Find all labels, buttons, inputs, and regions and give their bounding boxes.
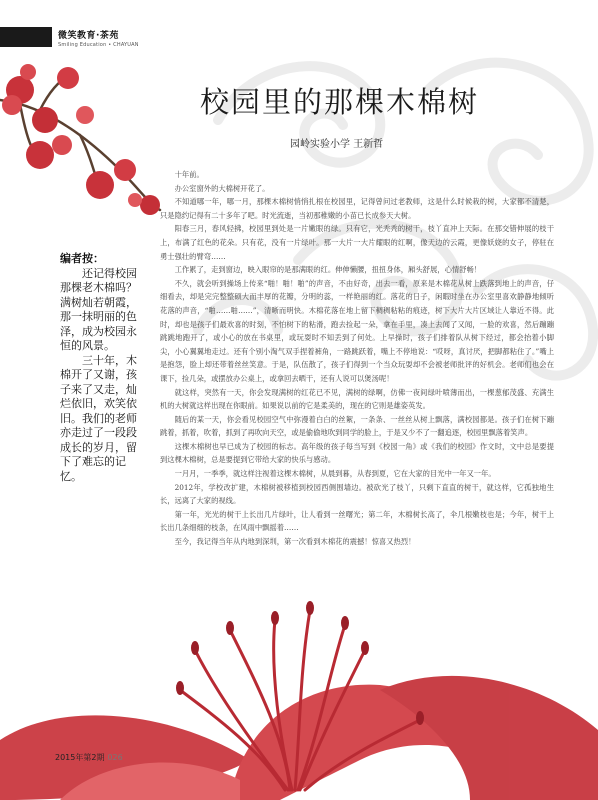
article-paragraph: 工作累了，走到窗边，映入眼帘的是那满眼的红。伸伸懒腰，扭扭身体，厢头舒展，心情舒畅！ xyxy=(174,265,482,275)
header-color-strip xyxy=(0,27,52,47)
kapok-branch-illustration xyxy=(0,60,170,220)
article-byline: 园岭实验小学 王新哲 xyxy=(290,139,384,150)
article-paragraph: 这棵木棉树也早已成为了校园的标志。高年级的孩子每当写到《校园一角》或《我们的校园》作文时，文中总是要提到这棵木棉树，总是要提到它带给大家的快乐与感动。 xyxy=(160,441,554,465)
page-footer xyxy=(55,752,123,763)
editor-note xyxy=(60,252,140,484)
kapok-flower-illustration xyxy=(0,590,598,800)
article-paragraph: 至今，我记得当年从内地到深圳，第一次看到木棉花的震撼！惊喜又热烈！ xyxy=(174,537,416,547)
editor-note-label: 编者按： xyxy=(60,252,104,265)
page-number: 026 xyxy=(107,753,123,762)
article-paragraph: 十年前。 xyxy=(174,170,204,179)
article-paragraph: 办公室窗外的大棉树开花了。 xyxy=(174,183,270,193)
article-paragraph: 一月月，一季季，就这样注视着这棵木棉树，从晨到暮，从春到夏，它在大家的目光中一年又一年。 xyxy=(174,469,496,479)
editor-note-paragraph: 还记得校园那棵老木棉吗？满树灿若朝霞，那一抹明丽的色泽，成为校园永恒的风景。 xyxy=(60,266,137,352)
article-paragraph: 2012年，学校改扩建，木棉树被移植到校园西侧围墙边。被砍光了枝丫，只剩下直直的树干，就这样，它孤独地生长，远离了大家的视线。 xyxy=(160,482,554,506)
article-paragraph: 第一年，光光的树干上长出几片绿叶，让人看到一丝曙光；第二年，木棉树长高了，伞几根嫩枝也是；今年，树干上长出几条细细的枝条，在风雨中飘摇着…… xyxy=(160,509,554,533)
article-title: 校园里的那棵木棉树 xyxy=(200,85,480,119)
article-paragraph: 不久，就会听到操场上传来“啪！啪！啪”的声音，不由好奇，出去一看，原来是木棉花从树上跌落到地上的声音，仔细看去，却是完完整整硕大而丰厚的花瓣，分明的蕊，一样艳丽的红。落花的日子，闲暇时坐在办公室里喜欢静静地倾听花落的声音，“啪……啪……”，清晰而明快。木棉花落在地上留下稠稠粘粘的痕迹，树下大片大片区域让人靠近不得。此时，却也是孩子们最欢喜的时刻，不怕树下的粘滑，跑去捡起一朵，拿在手里，凑上去闻了又闻，一脸的欢喜，然后蹦蹦跳跳地跑开了，或小心的放在书桌里，或玩耍时不知丢到了何处。上早操时，孩子们排着队从树下经过，都会抬着小脚尖，小心翼翼地走过。还有个别小淘气双手捏着裤角，一路跳跃着，嘴上不停地说：“哎呀，真讨厌，把脚都粘住了。”嘴上是抱怨，脸上却还带着丝丝笑意。于是，队伍散了，孩子们得到一个当众玩耍却不会被老师批评的好机会。老师们也会在课下，捡几朵，或摆放办公桌上，或拿回去晒干，还有人说可以煲汤呢！ xyxy=(160,278,554,383)
article-paragraph: 不知道哪一年，哪一月，那棵木棉树悄悄扎根在校园里，记得曾问过老教师，这是什么时候栽的树，大家都不清楚，只是隐约记得有二十多年了吧。时光流逝，当初那稚嫩的小苗已长成参天大树。 xyxy=(160,197,554,220)
article-paragraph: 阳春三月，春风轻拂，校园里到处是一片嫩眼的绿。只有它，光秃秃的树干，枝丫直冲上天际。在那交错伸展的枝干上，布满了红色的花朵。只有花，没有一片绿叶。那一大片一大片耀眼的红啊，像天边的云霞，更像妖娆的女子，停驻在勇士强壮的臂弯…… xyxy=(160,224,554,261)
column-header xyxy=(58,28,139,48)
article-paragraph: 随后的某一天，你会看见校园空气中弥漫着白白的丝絮，一条条、一丝丝从树上飘落，满校园都是。孩子们在树下蹦跳着，抓着，吹着，抓到了再吹向天空，或是偷偷地吹到同学的脸上，于是又少不了一翻追逐，校园里飘落着笑声。 xyxy=(160,414,554,438)
column-subtitle: Smiling Education • CHAYUAN xyxy=(58,42,139,48)
column-title: 微笑教育·茶苑 xyxy=(58,31,119,41)
article-body xyxy=(160,168,554,549)
editor-note-paragraph: 三十年，木棉开了又谢，孩子来了又走，灿烂依旧，欢笑依旧。我们的老师亦走过了一段段成长的岁月，留下了难忘的记忆。 xyxy=(60,353,137,483)
article-paragraph: 就这样，突然有一天，你会发现满树的红花已不见，满树的绿啊，仿佛一夜间绿叶喷薄而出，一棵葱郁茂盛、充满生机的大树就这样出现在你眼前。如果说以前的它是柔美的，现在的它则是雄姿英发。 xyxy=(160,387,554,411)
issue-label: 2015年第2期 xyxy=(55,753,105,762)
